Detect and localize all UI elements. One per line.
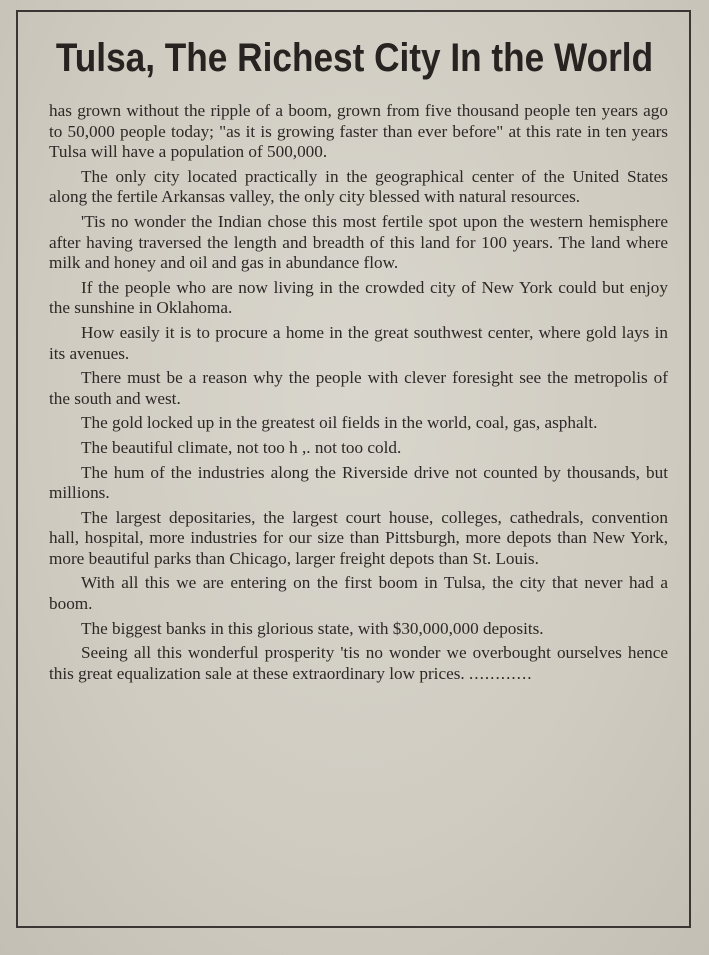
paragraph-2: The only city located practically in the geographical center of the United States along the fertile Arkansas valley, the only city blessed with natural resources. bbox=[49, 166, 668, 207]
paragraph-10: The largest depositaries, the largest court house, colleges, cathedrals, convention hall, hospital, more industries for our size than Pittsburgh, more depots than New York, more beautiful parks than Chicago, larger freight depots than St. Louis. bbox=[49, 507, 668, 568]
trailing-dots: ............ bbox=[468, 663, 533, 683]
paragraph-6: There must be a reason why the people with clever foresight see the metropolis of the south and west. bbox=[49, 368, 668, 408]
paragraph-13 bbox=[49, 643, 668, 684]
paragraph-9: The hum of the industries along the Riverside drive not counted by thousands, but millions. bbox=[49, 462, 668, 503]
paragraph-3: 'Tis no wonder the Indian chose this most fertile spot upon the western hemisphere after having traversed the length and breadth of this land for 100 years. The land where milk and honey and oil and gas in abundance flow. bbox=[49, 211, 668, 273]
paragraph-1: has grown without the ripple of a boom, grown from five thousand people ten years ago to 50,000 people today; "as it is growing faster than ever before" at this rate in ten years Tulsa will have a population of 500,000. bbox=[49, 101, 668, 162]
article-body bbox=[49, 101, 668, 684]
paragraph-5: How easily it is to procure a home in the great southwest center, where gold lays in its avenues. bbox=[49, 322, 668, 363]
paragraph-4: If the people who are now living in the crowded city of New York could but enjoy the sunshine in Oklahoma. bbox=[49, 277, 668, 318]
paragraph-12: The biggest banks in this glorious state, with $30,000,000 deposits. bbox=[81, 618, 544, 638]
paragraph-11: With all this we are entering on the first boom in Tulsa, the city that never had a boom. bbox=[49, 573, 668, 614]
paragraph-13-text: Seeing all this wonderful prosperity 'tis no wonder we overbought ourselves hence this great equalization sale at these extraordinary low prices. bbox=[49, 643, 668, 683]
headline: Tulsa, The Richest City In the World bbox=[55, 36, 654, 80]
paragraph-7: The gold locked up in the greatest oil fields in the world, coal, gas, asphalt. bbox=[81, 413, 598, 433]
paragraph-8: The beautiful climate, not too h ,. not too cold. bbox=[81, 437, 402, 457]
